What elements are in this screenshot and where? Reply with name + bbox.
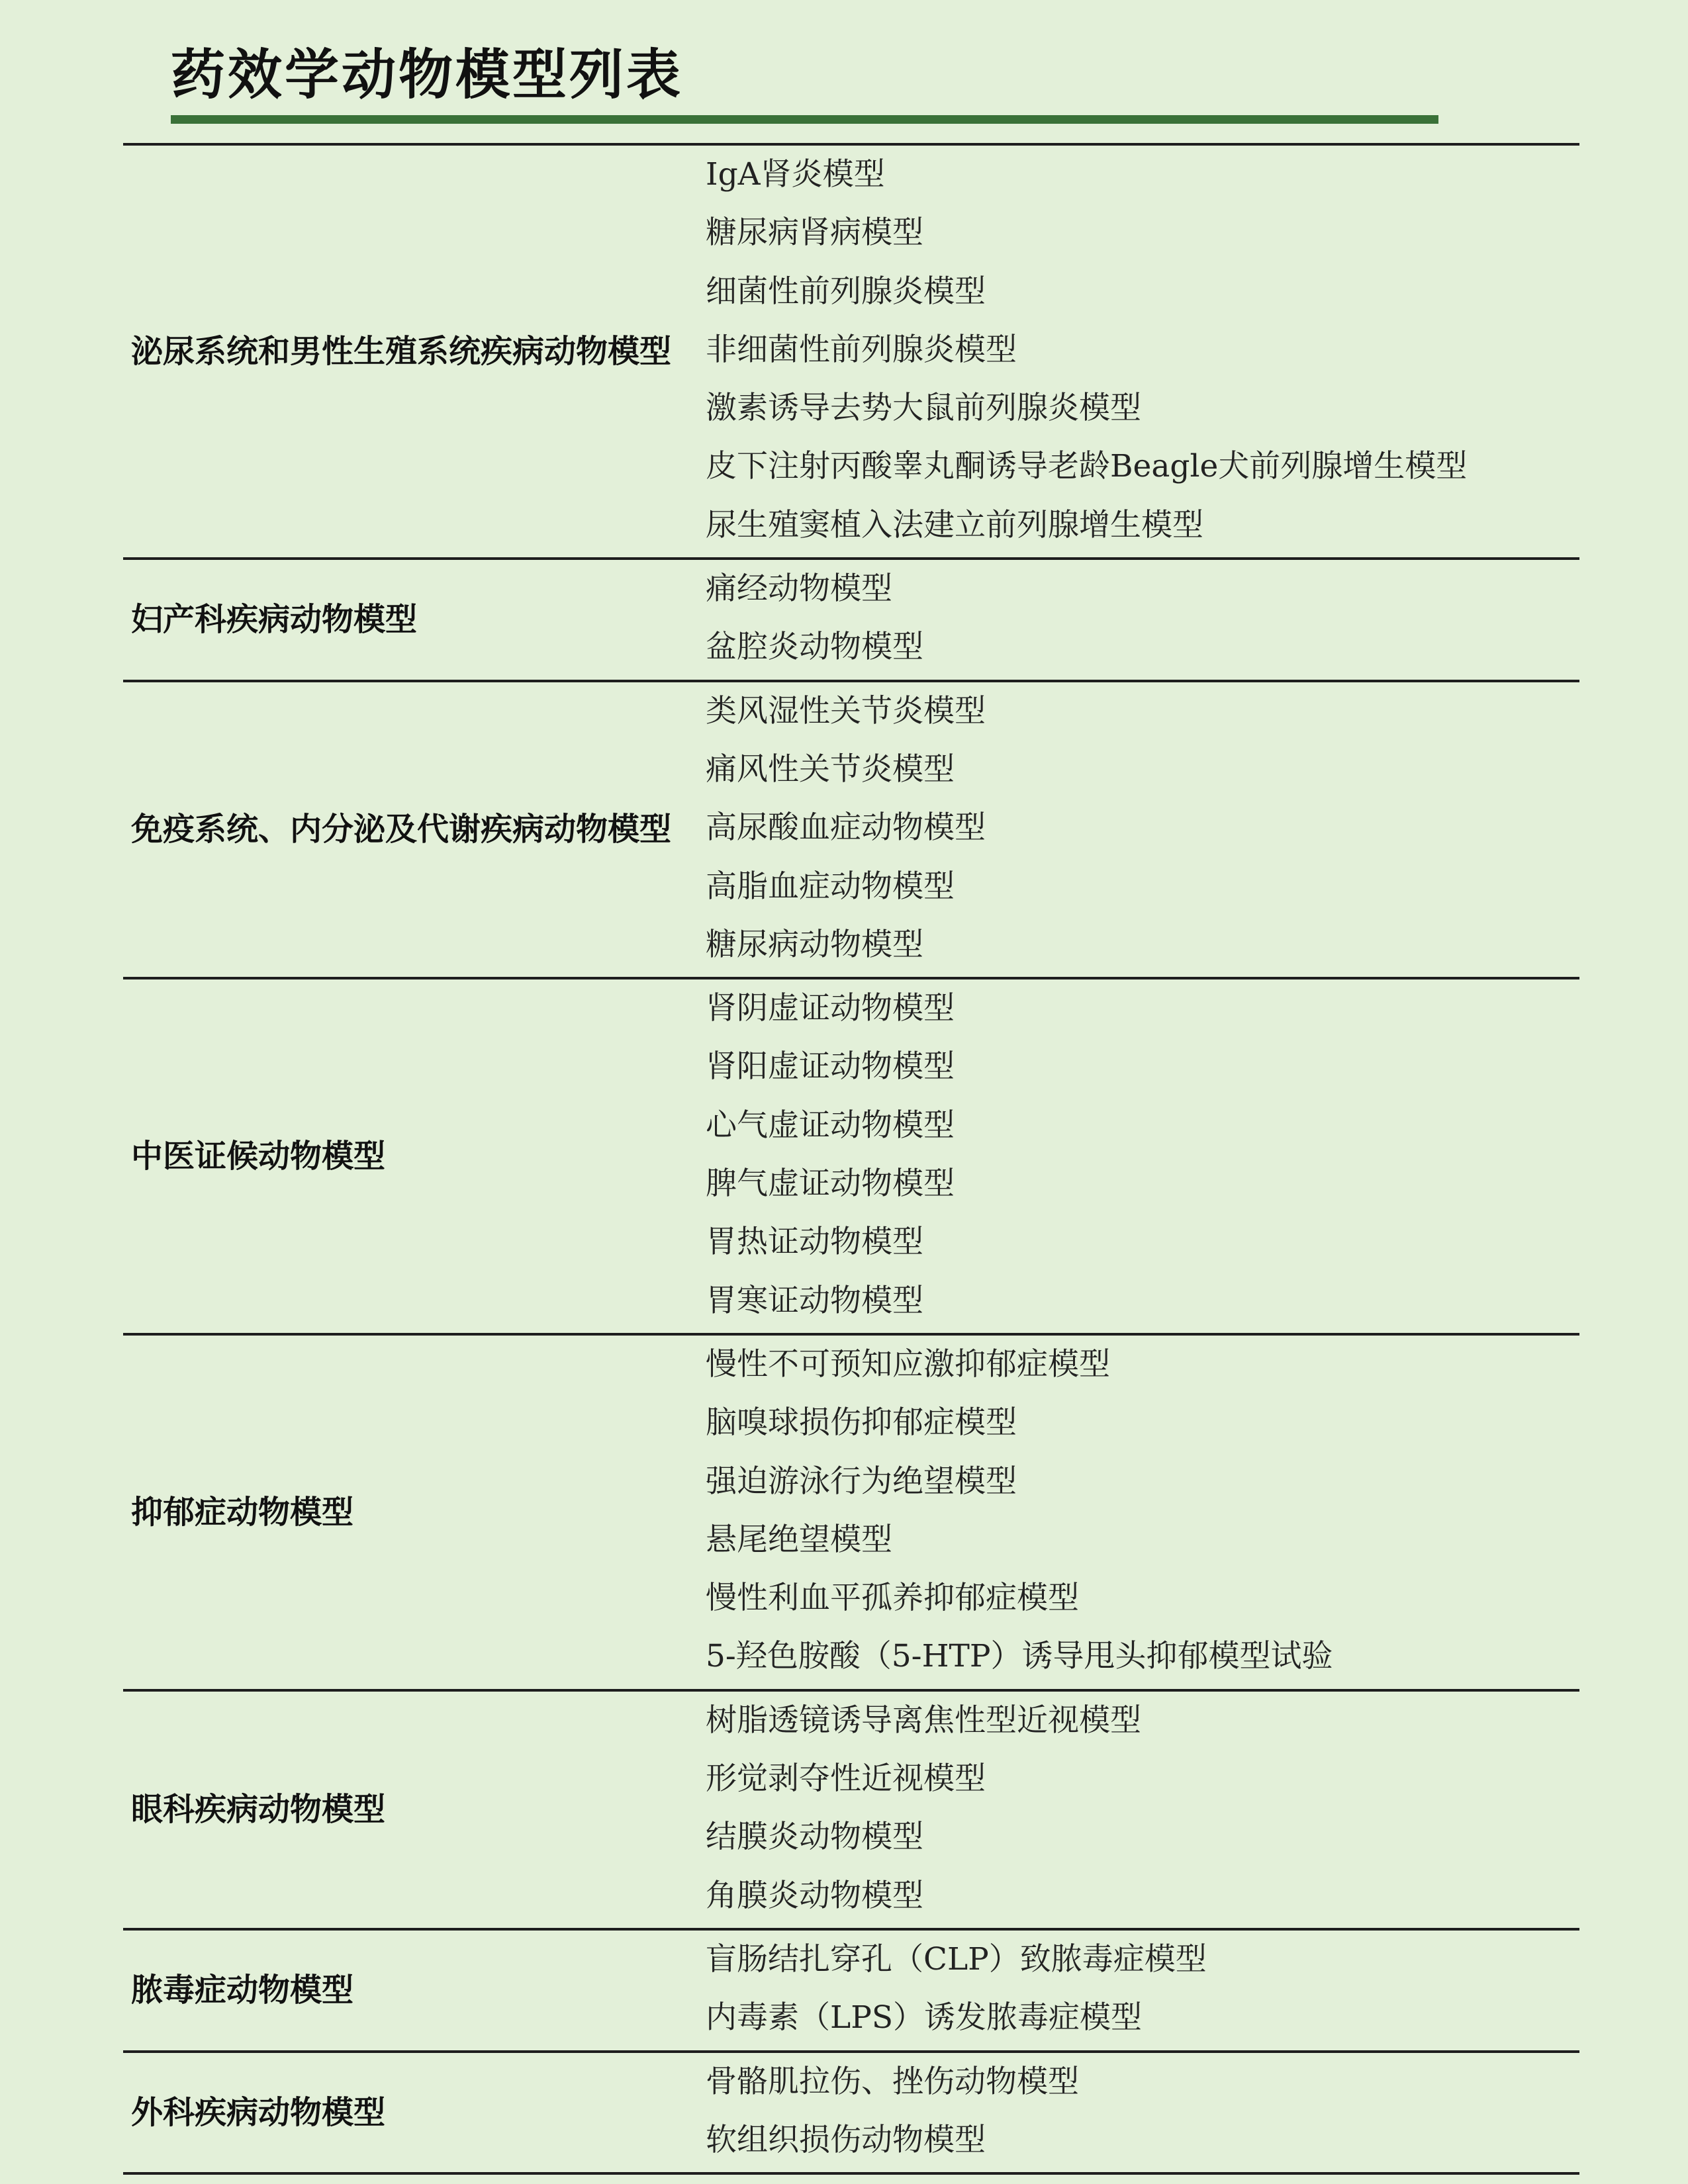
model-item: 结膜炎动物模型	[706, 1819, 923, 1856]
category-label: 泌尿系统和男性生殖系统疾病动物模型	[131, 333, 672, 371]
model-item: 脑嗅球损伤抑郁症模型	[706, 1404, 1017, 1441]
title-underline	[171, 115, 1438, 124]
model-item: 骨骼肌拉伤、挫伤动物模型	[706, 2063, 1079, 2100]
model-item: 细菌性前列腺炎模型	[706, 273, 986, 310]
category-cell	[123, 1692, 706, 1928]
model-item: IgA肾炎模型	[706, 156, 885, 193]
model-item: 胃热证动物模型	[706, 1224, 923, 1261]
category-cell	[123, 979, 706, 1333]
model-list	[706, 146, 1579, 557]
category-cell	[123, 2053, 706, 2173]
category-label: 外科疾病动物模型	[131, 2093, 386, 2131]
model-list	[706, 560, 1579, 680]
model-list	[706, 1931, 1579, 2050]
table-group	[123, 1692, 1579, 1931]
table-group	[123, 2053, 1579, 2175]
model-item: 强迫游泳行为绝望模型	[706, 1463, 1017, 1500]
model-item: 慢性不可预知应激抑郁症模型	[706, 1345, 1110, 1383]
model-item: 糖尿病肾病模型	[706, 214, 923, 251]
category-cell	[123, 1336, 706, 1689]
model-table	[123, 143, 1579, 2175]
model-item: 软组织损伤动物模型	[706, 2121, 986, 2158]
model-item: 糖尿病动物模型	[706, 926, 923, 963]
model-item: 悬尾绝望模型	[706, 1521, 892, 1558]
model-item: 类风湿性关节炎模型	[706, 692, 986, 729]
category-label: 中医证候动物模型	[131, 1138, 386, 1175]
model-item: 皮下注射丙酸睾丸酮诱导老龄Beagle犬前列腺增生模型	[706, 448, 1468, 485]
table-group	[123, 979, 1579, 1336]
table-group	[123, 146, 1579, 560]
category-cell	[123, 1931, 706, 2050]
model-item: 痛经动物模型	[706, 570, 892, 608]
model-item: 盲肠结扎穿孔（CLP）致脓毒症模型	[706, 1940, 1207, 1978]
model-item: 痛风性关节炎模型	[706, 751, 955, 788]
model-item: 胃寒证动物模型	[706, 1282, 923, 1319]
model-list	[706, 979, 1579, 1333]
model-list	[706, 2053, 1579, 2173]
category-label: 脓毒症动物模型	[131, 1972, 354, 2009]
table-group	[123, 682, 1579, 979]
model-list	[706, 682, 1579, 977]
page-title: 药效学动物模型列表	[171, 44, 684, 107]
model-item: 高脂血症动物模型	[706, 868, 955, 905]
category-cell	[123, 560, 706, 680]
model-item: 脾气虚证动物模型	[706, 1165, 955, 1203]
model-item: 慢性利血平孤养抑郁症模型	[706, 1580, 1079, 1617]
category-label: 抑郁症动物模型	[131, 1493, 354, 1531]
model-item: 角膜炎动物模型	[706, 1877, 923, 1914]
model-item: 5-羟色胺酸（5-HTP）诱导甩头抑郁模型试验	[706, 1638, 1333, 1675]
category-cell	[123, 146, 706, 557]
model-item: 肾阴虚证动物模型	[706, 990, 955, 1027]
model-item: 树脂透镜诱导离焦性型近视模型	[706, 1702, 1141, 1739]
model-item: 肾阳虚证动物模型	[706, 1048, 955, 1085]
table-group	[123, 560, 1579, 682]
model-item: 激素诱导去势大鼠前列腺炎模型	[706, 390, 1141, 427]
model-list	[706, 1692, 1579, 1928]
category-label: 眼科疾病动物模型	[131, 1791, 386, 1829]
model-item: 盆腔炎动物模型	[706, 629, 923, 666]
model-item: 非细菌性前列腺炎模型	[706, 331, 1017, 368]
model-list	[706, 1336, 1579, 1689]
model-item: 心气虚证动物模型	[706, 1107, 955, 1144]
model-item: 高尿酸血症动物模型	[706, 809, 986, 846]
table-group	[123, 1336, 1579, 1692]
table-group	[123, 1931, 1579, 2053]
category-label: 免疫系统、内分泌及代谢疾病动物模型	[131, 811, 672, 848]
model-item: 形觉剥夺性近视模型	[706, 1760, 986, 1797]
category-label: 妇产科疾病动物模型	[131, 601, 418, 639]
model-item: 内毒素（LPS）诱发脓毒症模型	[706, 1999, 1143, 2036]
category-cell	[123, 682, 706, 977]
model-item: 尿生殖窦植入法建立前列腺增生模型	[706, 506, 1203, 543]
